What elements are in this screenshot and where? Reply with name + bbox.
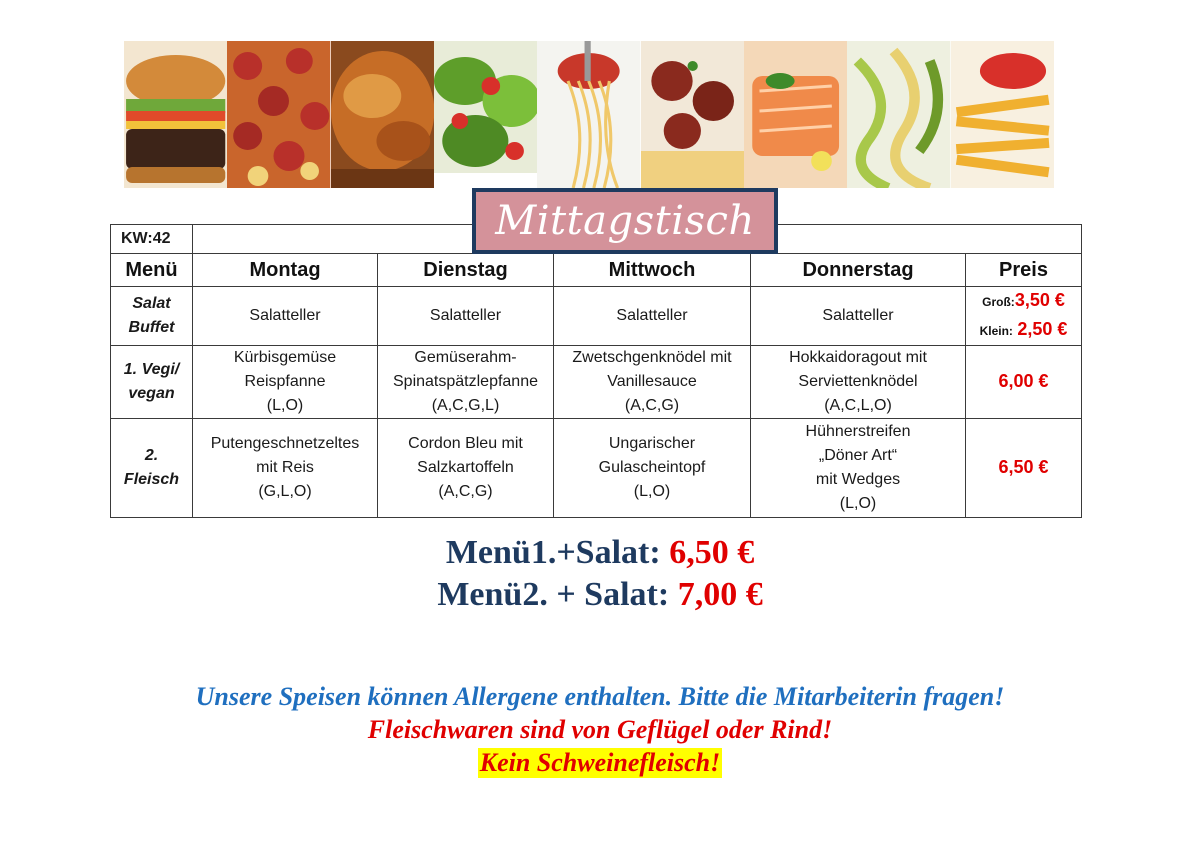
dish-cell (751, 287, 966, 346)
dish-line: (L,O) (633, 483, 671, 500)
allergen-note: Unsere Speisen können Allergene enthalten. Bitte die Mitarbeiterin fragen! (195, 682, 1005, 711)
row-label-line: 1. Vegi/ (123, 361, 180, 378)
salad-photo (434, 41, 537, 188)
dish-line: (A,C,G,L) (431, 397, 500, 414)
dish-cell (193, 287, 378, 346)
tagliatelle-photo (847, 41, 950, 188)
price-prefix: Klein: (979, 324, 1013, 338)
combo-price: 7,00 € (677, 576, 763, 613)
row-label-line: vegan (128, 385, 175, 402)
table-row (111, 419, 1082, 518)
combo-label: Menü1.+Salat: (445, 534, 670, 571)
dish-cell (554, 287, 751, 346)
price-prefix: Groß: (982, 295, 1015, 309)
dish-line: Reispfanne (244, 373, 326, 390)
header-row (111, 254, 1082, 287)
dish-line: Ungarischer (608, 435, 696, 452)
food-photo-banner (124, 41, 1054, 188)
dish-cell (378, 346, 554, 419)
price-cell (966, 419, 1082, 518)
row-label-line: Fleisch (123, 471, 180, 488)
price-line-klein (968, 316, 1079, 345)
price-value: 6,00 € (998, 371, 1049, 391)
fries-photo (951, 41, 1054, 188)
dish-cell (378, 287, 554, 346)
row-label-line: 2. (144, 447, 159, 464)
burger-photo (124, 41, 227, 188)
dish-line: Putengeschnetzeltes (210, 435, 360, 452)
dish-cell (554, 419, 751, 518)
spaghetti-photo (537, 41, 640, 188)
dish-line: mit Reis (256, 459, 314, 476)
row-label-fleisch (111, 419, 193, 518)
header-preis: Preis (966, 254, 1082, 287)
price-cell (966, 287, 1082, 346)
dish-cell (378, 419, 554, 518)
price-line-gross (968, 287, 1079, 316)
dish-line: Vanillesauce (607, 373, 697, 390)
pizza-photo (227, 41, 330, 188)
dish-line: (A,C,G) (438, 483, 493, 500)
dish-cell (751, 346, 966, 419)
dish-line: Spinatspätzlepfanne (393, 373, 538, 390)
row-label-line: Buffet (128, 319, 175, 336)
price-value: 3,50 € (1014, 290, 1065, 310)
dish-line: Salzkartoffeln (417, 459, 514, 476)
combo-prices (0, 532, 1200, 616)
dish-line: Gemüserahm- (414, 349, 517, 366)
dish-line: Hühnerstreifen (805, 423, 911, 440)
dish-line: (L,O) (266, 397, 304, 414)
dish-line: „Döner Art“ (818, 447, 898, 464)
roast-chicken-photo (331, 41, 434, 188)
dish-line: Gulascheintopf (598, 459, 706, 476)
header-mittwoch: Mittwoch (554, 254, 751, 287)
price-value: 2,50 € (1017, 319, 1068, 339)
dish-line: Salatteller (822, 307, 894, 324)
dish-line: Kürbisgemüse (233, 349, 337, 366)
menu-table (110, 224, 1082, 518)
table-row (111, 346, 1082, 419)
dish-line: Salatteller (429, 307, 502, 324)
no-pork-note: Kein Schweinefleisch! (479, 748, 721, 777)
dish-cell (554, 346, 751, 419)
dish-line: (G,L,O) (258, 483, 312, 500)
dish-line: (L,O) (839, 495, 877, 512)
combo-line-2 (0, 574, 1200, 616)
dish-cell (193, 419, 378, 518)
week-label: KW:42 (111, 225, 193, 254)
dish-line: Zwetschgenknödel mit (572, 349, 732, 366)
row-label-vegi (111, 346, 193, 419)
combo-price: 6,50 € (669, 534, 755, 571)
notes (0, 680, 1200, 779)
dish-line: Hokkaidoragout mit (789, 349, 927, 366)
page-title: Mittagstisch (476, 192, 774, 250)
salmon-photo (744, 41, 847, 188)
dish-cell (193, 346, 378, 419)
meat-source-note: Fleischwaren sind von Geflügel oder Rind! (367, 715, 833, 744)
meatballs-pasta-photo (641, 41, 744, 188)
header-dienstag: Dienstag (378, 254, 554, 287)
dish-line: Salatteller (616, 307, 688, 324)
dish-line: (A,C,L,O) (824, 397, 892, 414)
row-label-line: Salat (132, 295, 171, 312)
combo-label: Menü2. + Salat: (437, 576, 678, 613)
dish-line: Salatteller (249, 307, 321, 324)
header-montag: Montag (193, 254, 378, 287)
dish-line: (A,C,G) (624, 397, 680, 414)
row-label-salat-buffet (111, 287, 193, 346)
header-menu: Menü (111, 254, 193, 287)
dish-line: Cordon Bleu mit (408, 435, 523, 452)
combo-line-1 (0, 532, 1200, 574)
dish-cell (751, 419, 966, 518)
dish-line: Serviettenknödel (798, 373, 918, 390)
price-cell (966, 346, 1082, 419)
title-banner (472, 188, 778, 254)
price-value: 6,50 € (998, 457, 1049, 477)
dish-line: mit Wedges (815, 471, 901, 488)
table-row (111, 287, 1082, 346)
header-donnerstag: Donnerstag (751, 254, 966, 287)
